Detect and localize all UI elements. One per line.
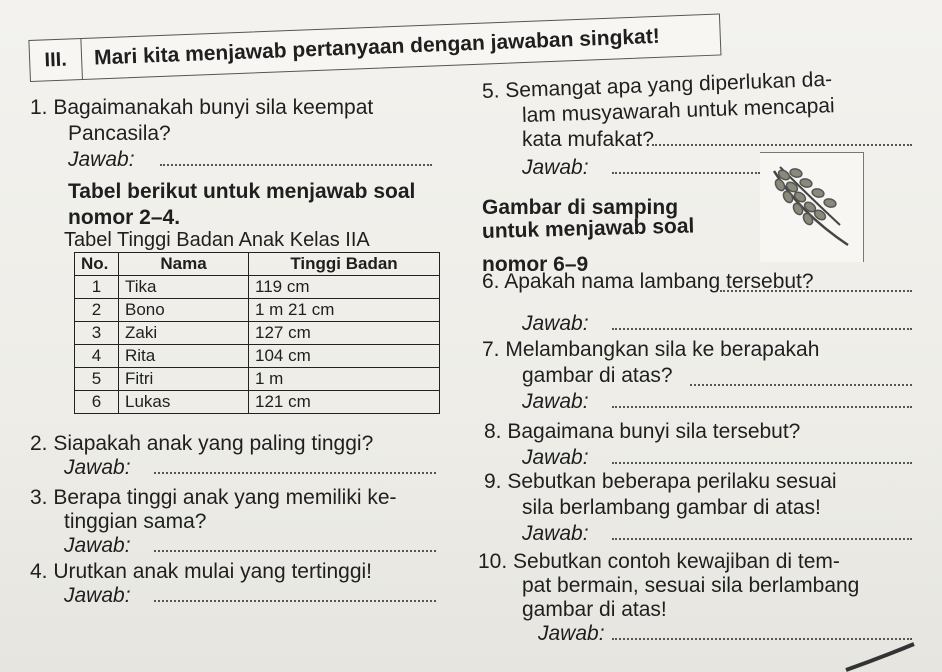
table-row — [75, 345, 440, 368]
question-5-line1: 5. Semangat apa yang diperlukan da- — [481, 67, 833, 103]
answer-line-9[interactable] — [612, 538, 912, 540]
table-row — [75, 322, 440, 345]
answer-label-5: Jawab: — [522, 156, 589, 179]
answer-line-1[interactable] — [160, 164, 432, 166]
question-6: 6. Apakah nama lambang tersebut? — [482, 270, 814, 293]
table-row — [75, 368, 440, 391]
question-10-line3: gambar di atas! — [522, 598, 667, 621]
answer-label-6: Jawab: — [522, 312, 589, 335]
cell-tinggi: 1 m — [249, 368, 440, 391]
question-4: 4. Urutkan anak mulai yang tertinggi! — [30, 560, 373, 583]
cell-tinggi: 127 cm — [249, 322, 440, 345]
question-9-line1: 9. Sebutkan beberapa perilaku sesuai — [484, 470, 837, 493]
answer-line-2[interactable] — [154, 472, 436, 474]
header-nama: Nama — [119, 253, 249, 276]
padi-rice-stalk-icon — [760, 153, 864, 261]
padi-picture-frame — [760, 152, 864, 262]
answer-label-3: Jawab: — [64, 534, 131, 557]
header-no: No. — [75, 253, 119, 276]
answer-label-1: Jawab: — [68, 148, 135, 171]
answer-line-7a[interactable] — [690, 384, 912, 386]
cell-nama: Tika — [119, 276, 249, 299]
question-9-line2: sila berlambang gambar di atas! — [522, 496, 821, 519]
question-7-line1: 7. Melambangkan sila ke berapakah — [482, 338, 820, 361]
question-10-line2: pat bermain, sesuai sila berlambang — [522, 574, 860, 597]
answer-line-5b[interactable] — [612, 172, 760, 174]
cell-nama: Zaki — [119, 322, 249, 345]
answer-label-10: Jawab: — [538, 622, 605, 645]
question-1-line1: 1. Bagaimanakah bunyi sila keempat — [30, 96, 374, 119]
question-3-line1: 3. Berapa tinggi anak yang memiliki ke- — [30, 486, 397, 509]
height-table — [74, 252, 440, 414]
answer-line-7b[interactable] — [612, 406, 912, 408]
table-row — [75, 276, 440, 299]
answer-line-6a[interactable] — [720, 290, 912, 292]
cell-tinggi: 119 cm — [249, 276, 440, 299]
section-number: III. — [29, 39, 82, 81]
picture-intro-line1: Gambar di samping — [482, 196, 679, 219]
section-title: Mari kita menjawab pertanyaan dengan jawaban singkat! — [93, 24, 661, 70]
question-5-line3: kata mufakat? — [522, 128, 654, 151]
picture-intro-line2: untuk menjawab soal — [481, 214, 695, 243]
answer-line-6b[interactable] — [612, 328, 912, 330]
answer-label-8: Jawab: — [522, 446, 589, 469]
question-10-line1: 10. Sebutkan contoh kewajiban di tem- — [478, 550, 840, 573]
cell-no: 4 — [75, 345, 119, 368]
table-title: Tabel Tinggi Badan Anak Kelas IIA — [64, 229, 370, 251]
answer-label-7: Jawab: — [522, 390, 589, 413]
cell-no: 5 — [75, 368, 119, 391]
table-intro-line2: nomor 2–4. — [68, 206, 181, 229]
cell-tinggi: 121 cm — [249, 391, 440, 414]
cell-no: 6 — [75, 391, 119, 414]
table-header-row — [75, 253, 440, 276]
cell-nama: Bono — [119, 299, 249, 322]
question-5-line2: lam musyawarah untuk mencapai — [521, 94, 836, 127]
question-1-line2: Pancasila? — [68, 122, 171, 145]
answer-line-4[interactable] — [154, 600, 436, 602]
answer-line-8[interactable] — [612, 462, 912, 464]
answer-label-4: Jawab: — [64, 584, 131, 607]
section-header — [28, 13, 721, 82]
cell-nama: Lukas — [119, 391, 249, 414]
cell-tinggi: 1 m 21 cm — [249, 299, 440, 322]
cell-no: 3 — [75, 322, 119, 345]
cell-no: 1 — [75, 276, 119, 299]
table-row — [75, 391, 440, 414]
answer-label-9: Jawab: — [522, 522, 589, 545]
answer-label-2: Jawab: — [64, 456, 131, 479]
cell-nama: Rita — [119, 345, 249, 368]
table-intro-line1: Tabel berikut untuk menjawab soal — [68, 180, 416, 203]
cell-nama: Fitri — [119, 368, 249, 391]
header-tinggi: Tinggi Badan — [249, 253, 440, 276]
cell-no: 2 — [75, 299, 119, 322]
question-8: 8. Bagaimana bunyi sila tersebut? — [484, 420, 801, 443]
cell-tinggi: 104 cm — [249, 345, 440, 368]
table-row — [75, 299, 440, 322]
question-7-line2: gambar di atas? — [522, 364, 673, 387]
answer-line-5a[interactable] — [652, 144, 912, 146]
picture-intro-line3: nomor 6–9 — [482, 253, 589, 276]
question-2: 2. Siapakah anak yang paling tinggi? — [30, 432, 374, 455]
question-3-line2: tinggian sama? — [64, 510, 207, 533]
pen-mark — [840, 640, 920, 672]
answer-line-3[interactable] — [154, 550, 436, 552]
